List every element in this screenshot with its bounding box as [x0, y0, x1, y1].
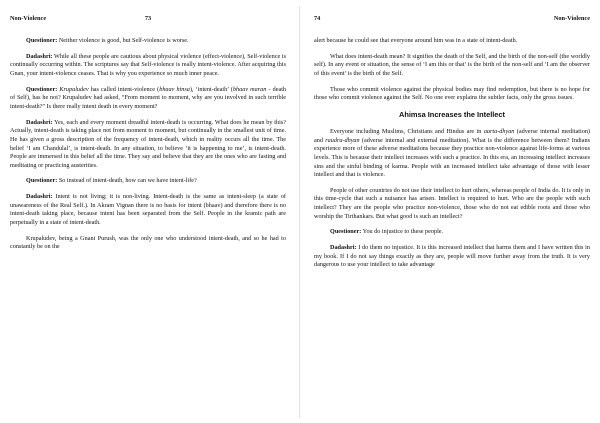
italic-term: bhaav maran: [232, 85, 267, 93]
paragraph-text: Everyone including Muslims, Christians and Hindus are in: [330, 128, 484, 136]
paragraph-text: Yes, each and every moment dreadful intent-death is occurring. What does he mean by this? Actually, intent-death is taking place not from moment to moment, but continually in the smallest unit of time. He has given a gross description of the frequency of intent-death, which in reality occurs all the time. The belief ‘I am Chandulal’, is intent-death. In any situation, to believe ‘it is happening to me’, is intent-death. People are immersed in this belief all the time. They say and believe that they are the ones who are fasting and meditating or practicing austerities.: [10, 118, 286, 169]
paragraph-text: Neither violence is good, but Self-violence is worse.: [57, 37, 189, 44]
paragraph-text: People of other countries do not use their intellect to hurt others, whereas people of India do. It is only in this time-cycle that such a nuisance has arisen. Intellect is required to hurt. Who are the people with such intellect? They are the people who practice non-violence, those who do not eat edible roots and those who worship the Tirthankars. But what good is such an intellect?: [314, 186, 590, 220]
italic-term: aarta-dhyan: [483, 128, 515, 136]
speaker-label: Dadashri:: [330, 244, 357, 252]
speaker-label: Questioner:: [330, 228, 362, 236]
section-heading: Ahimsa Increases the Intellect: [399, 110, 505, 120]
paragraph-text: (adverse internal and external meditation). What is the difference between them? Indians experience more of these adverse meditations because they practice non-violence against life-forms at various levels. This is because their intellect increases with such a practice. In this era, an increasing intellect increases sins and the sinful binding of karma. People with an increased intellect take advantage of those with lesser intellect and that is violence.: [314, 136, 590, 179]
left-page-body: [10, 37, 286, 259]
right-page-header: [314, 15, 590, 25]
paragraph: [10, 86, 286, 112]
paragraph: [10, 119, 286, 171]
paragraph-text: While all these people are cautious about physical violence (effect-violence), Self-violence is continually occurring within. The scriptures say that Self-violence is really intent-violence. After acquiring this Gnan, your intent-violence ceases. That is why you experience so much inner peace.: [10, 52, 286, 77]
speaker-label: Dadashri:: [26, 118, 53, 126]
right-paragraphs-top: [314, 37, 590, 103]
paragraph: [10, 37, 286, 46]
italic-term: raudra-dhyan: [325, 136, 360, 144]
paragraph: [10, 193, 286, 227]
paragraph-text: (adverse internal meditation) and: [314, 128, 590, 144]
speaker-label: Questioner:: [26, 177, 58, 185]
paragraph-text: has called intent-violence (: [88, 85, 160, 93]
paragraph: [314, 128, 590, 180]
paragraph: [314, 37, 590, 46]
speaker-label: Questioner:: [26, 85, 58, 93]
running-title: Non-Violence: [10, 15, 47, 22]
left-page: [10, 0, 286, 423]
paragraph: [314, 86, 590, 103]
paragraph-text: So instead of intent-death, how can we have intent-life?: [57, 177, 197, 185]
page-number: 73: [144, 15, 152, 22]
paragraph-text: alert because he could see that everyone around him was in a state of intent-death.: [314, 37, 518, 44]
right-paragraphs-bottom: [314, 128, 590, 270]
paragraph-text: I do them no injustice. It is this increased intellect that harms them and I have written this in my book. If I do not say things exactly as they are, people will move further away from the truth. It is very dangerous to use your intellect to take advantage: [314, 244, 590, 269]
speaker-label: Questioner:: [26, 37, 58, 44]
paragraph: [314, 53, 590, 79]
paragraph: [314, 187, 590, 221]
paragraph: [10, 177, 286, 186]
italic-term: Krupaludev: [59, 85, 89, 93]
right-page-body: [314, 37, 590, 277]
page-number: 74: [314, 15, 321, 22]
speaker-label: Dadashri:: [26, 52, 53, 60]
paragraph: [314, 244, 590, 270]
page-gutter: [299, 6, 300, 418]
paragraph: [10, 53, 286, 79]
paragraph-text: Krupaludev, being a Gnani Purush, was the only one who understood intent-death, and so he had to constantly be on the: [10, 234, 286, 251]
paragraph-text: Those who commit violence against the physical bodies may find redemption, but there is no hope for those who commit violence against the Self. No one ever explains the subtler facts, only the gross issues.: [314, 85, 590, 102]
paragraph-text: You do injustice to these people.: [361, 228, 444, 236]
italic-term: bhaav hinsa: [159, 85, 190, 93]
running-title: Non-Violence: [553, 15, 590, 22]
right-page: [314, 0, 590, 423]
paragraph-text: What does intent-death mean? It signifies the death of the Self, and the birth of the non-self (the worldly self). In any event or situation, the sense of ‘I am this or that’ is the birth of the non-self and ‘I am the observer of this event’ is the birth of the Self.: [314, 52, 590, 77]
speaker-label: Dadashri:: [26, 193, 53, 201]
paragraph-text: Intent is not living; it is non-living. Intent-death is the same as intent-sleep (a state of unawareness of the Real Self.). In Akram Vignan there is no basis for intent (bhaav) and therefore there is no intent-death taking place, because intent has been separated from the Self. People in the kramic path are perpetually in a state of intent-death.: [10, 193, 286, 227]
paragraph-text: ), ‘intent-death’ (: [189, 85, 233, 93]
left-page-header: [10, 15, 286, 25]
paragraph: [10, 235, 286, 252]
paragraph: [314, 228, 590, 237]
paragraph-text: - death of Self), has he not? Krupaludev had asked, “From moment to moment, why are you involved in such terrible intent-death?” Is there really intent death in every moment?: [10, 85, 286, 110]
